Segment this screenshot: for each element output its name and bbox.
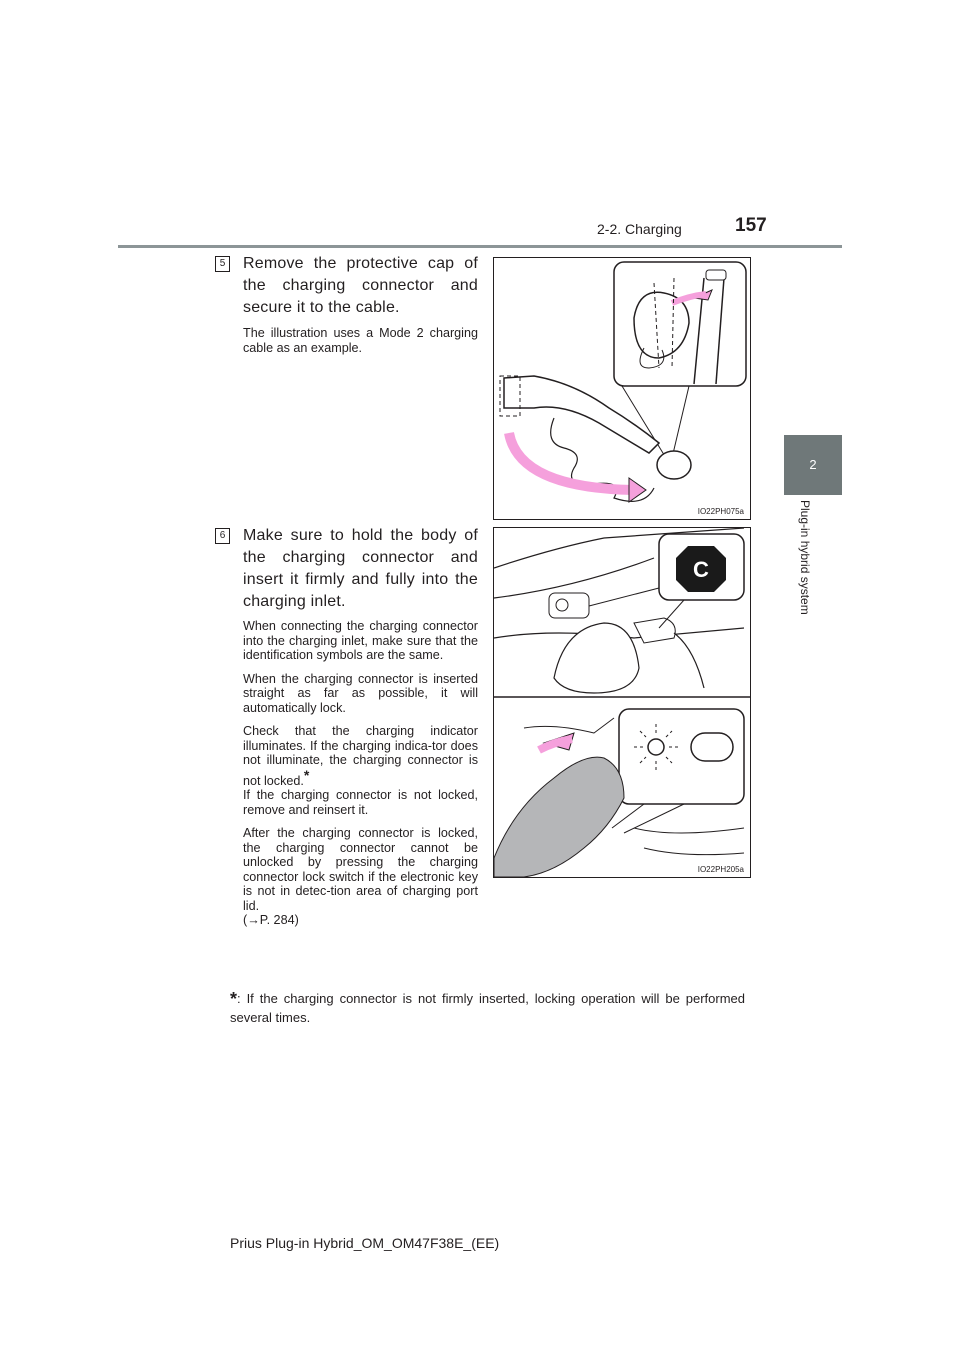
chapter-number: 2 — [809, 457, 817, 472]
footnote-marker: * — [303, 766, 310, 783]
cap-illustration-svg — [494, 258, 750, 519]
chapter-label-text: Plug-in hybrid system — [798, 500, 812, 615]
car-line — [494, 558, 654, 598]
callout-line — [672, 386, 689, 458]
chapter-label — [798, 500, 816, 650]
step-number: 6 — [219, 530, 226, 541]
step-number: 5 — [219, 258, 226, 269]
chapter-tab[interactable] — [784, 435, 842, 495]
step-paragraph — [243, 724, 478, 788]
document-footer: Prius Plug-in Hybrid_OM_OM47F38E_(EE) — [230, 1235, 500, 1251]
illustration-code: IO22PH075a — [697, 507, 744, 516]
callout-line — [624, 804, 684, 833]
pink-curved-arrow — [509, 433, 634, 490]
step-number-box — [215, 528, 230, 544]
illustration-connector-insert — [493, 527, 751, 878]
car-line — [634, 828, 744, 833]
illustration-cap-removal — [493, 257, 751, 520]
step-number-box — [215, 256, 230, 272]
header-rule — [118, 245, 842, 248]
connector-top — [634, 618, 675, 643]
footnote-marker: * — [230, 989, 238, 1009]
step-paragraph: After the charging connector is locked, the charging connector cannot be unlocked by pressing the charging connector lock switch if the electronic key is not in detec-tion area of charging port lid. — [243, 826, 478, 913]
badge-letter: C — [693, 557, 709, 582]
footnote-text: : If the charging connector is not firmly inserted, locking operation will be performed several times. — [230, 991, 745, 1025]
step-paragraph[interactable]: (→P. 284) — [243, 913, 299, 928]
step-body — [243, 326, 478, 364]
car-line — [524, 718, 614, 733]
footnote — [230, 988, 745, 1027]
section-title: 2-2. Charging — [597, 221, 682, 237]
connector-body-gray — [494, 757, 624, 877]
step-heading: Make sure to hold the body of the charging connector and insert it firmly and fully into the charging inlet. — [243, 527, 478, 610]
step-body — [243, 619, 478, 937]
step-paragraph: If the charging connector is not locked, remove and reinsert it. — [243, 788, 478, 817]
illustration-code: IO22PH205a — [697, 865, 744, 874]
callout-line — [589, 588, 659, 606]
paragraph-text: Check that the charging indicator illuminates. If the charging indica-tor does not illuminate, the charging connector is not locked. — [243, 724, 478, 788]
step-paragraph: When the charging connector is inserted straight as far as possible, it will automatically lock. — [243, 671, 478, 715]
cable-top — [674, 633, 704, 688]
inlet-socket — [549, 593, 589, 618]
step-paragraph: The illustration uses a Mode 2 charging cable as an example. — [243, 326, 478, 355]
insert-illustration-svg — [494, 528, 750, 877]
connector-handle — [504, 376, 659, 453]
car-line — [644, 848, 744, 855]
charging-indicator-light — [648, 739, 664, 755]
step-paragraph: When connecting the charging connector into the charging inlet, make sure that the identification symbols are the same. — [243, 619, 478, 662]
cap-hanging — [657, 451, 691, 479]
step-heading: Remove the protective cap of the charging connector and secure it to the cable. — [243, 255, 478, 316]
lock-switch — [691, 733, 733, 761]
page-number: 157 — [735, 215, 767, 236]
cable-clip — [706, 270, 726, 280]
